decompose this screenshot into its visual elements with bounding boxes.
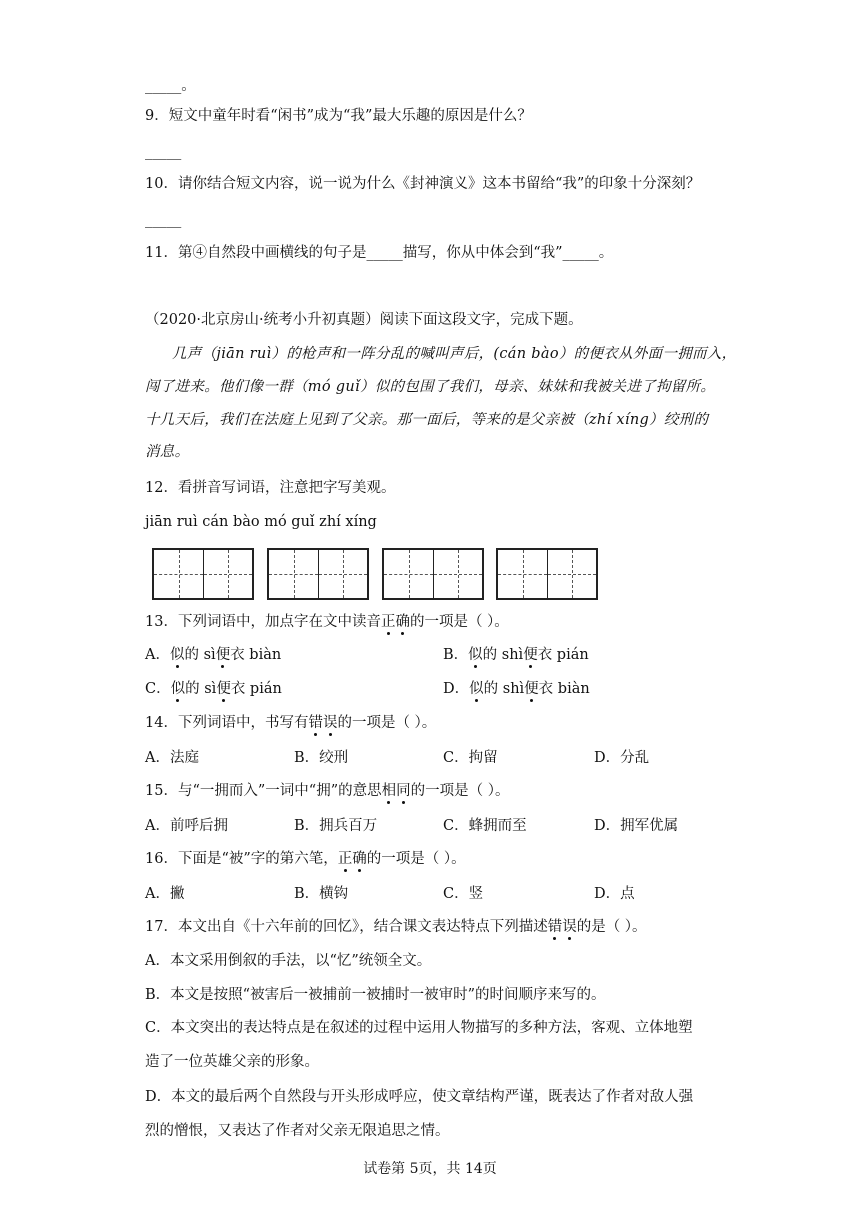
option-d[interactable]: D．点 bbox=[594, 886, 635, 902]
grid-cell[interactable] bbox=[318, 550, 367, 598]
option-c[interactable]: C．竖 bbox=[443, 886, 484, 902]
grid-cell[interactable] bbox=[498, 550, 547, 598]
question-13: 13．下列词语中，加点字在文中读音正确的一项是（ ）。 bbox=[145, 614, 509, 630]
passage-line: 消息。 bbox=[145, 444, 190, 460]
option-b[interactable]: B．横钩 bbox=[294, 886, 349, 902]
question-12: 12．看拼音写词语，注意把字写美观。 bbox=[145, 480, 396, 496]
grid-cell[interactable] bbox=[384, 550, 433, 598]
option-b[interactable]: B．似的 shì便衣 pián bbox=[443, 647, 589, 663]
question-17: 17．本文出自《十六年前的回忆》，结合课文表达特点下列描述错误的是（ ）。 bbox=[145, 919, 647, 935]
option-a[interactable]: A．似的 sì便衣 biàn bbox=[145, 647, 282, 663]
writing-grid[interactable] bbox=[496, 548, 598, 600]
writing-grid[interactable] bbox=[152, 548, 254, 600]
grid-cell[interactable] bbox=[433, 550, 482, 598]
option-a[interactable]: A．前呼后拥 bbox=[145, 818, 228, 834]
option-a[interactable]: A．法庭 bbox=[145, 750, 199, 766]
option-a[interactable]: A．本文采用倒叙的手法，以“忆”统领全文。 bbox=[145, 953, 432, 969]
option-d-continued: 烈的憎恨，又表达了作者对父亲无限追思之情。 bbox=[145, 1123, 450, 1139]
writing-grid[interactable] bbox=[382, 548, 484, 600]
question-10: 10．请你结合短文内容，说一说为什么《封神演义》这本书留给“我”的印象十分深刻？ bbox=[145, 176, 701, 192]
page-footer: 试卷第 5页，共 14页 bbox=[363, 1161, 497, 1177]
option-b[interactable]: B．拥兵百万 bbox=[294, 818, 378, 834]
grid-cell[interactable] bbox=[269, 550, 318, 598]
option-c-continued: 造了一位英雄父亲的形象。 bbox=[145, 1054, 319, 1070]
option-d[interactable]: D．似的 shì便衣 biàn bbox=[443, 681, 590, 697]
question-14: 14．下列词语中，书写有错误的一项是（ ）。 bbox=[145, 715, 437, 731]
option-b[interactable]: B．绞刑 bbox=[294, 750, 349, 766]
question-9: 9．短文中童年时看“闲书”成为“我”最大乐趣的原因是什么？ bbox=[145, 108, 532, 124]
option-c[interactable]: C．蜂拥而至 bbox=[443, 818, 527, 834]
grid-cell[interactable] bbox=[547, 550, 596, 598]
section-intro: （2020·北京房山·统考小升初真题）阅读下面这段文字，完成下题。 bbox=[145, 312, 583, 328]
option-a[interactable]: A．撇 bbox=[145, 886, 185, 902]
pinyin-line: jiān ruì cán bào mó guǐ zhí xíng bbox=[145, 514, 377, 530]
option-d[interactable]: D．本文的最后两个自然段与开头形成呼应，使文章结构严谨，既表达了作者对敌人强 bbox=[145, 1089, 694, 1105]
answer-blank: _____ bbox=[145, 144, 182, 160]
answer-blank: _____ bbox=[145, 212, 182, 228]
option-c[interactable]: C．本文突出的表达特点是在叙述的过程中运用人物描写的多种方法，客观、立体地塑 bbox=[145, 1020, 693, 1036]
passage-line: 十几天后，我们在法庭上见到了父亲。那一面后，等来的是父亲被（zhí xíng）绞刑的 bbox=[145, 412, 709, 428]
option-d[interactable]: D．分乱 bbox=[594, 750, 650, 766]
question-11: 11．第④自然段中画横线的句子是_____描写，你从中体会到“我”_____。 bbox=[145, 245, 614, 261]
option-d[interactable]: D．拥军优属 bbox=[594, 818, 679, 834]
question-15: 15．与“一拥而入”一词中“拥”的意思相同的一项是（ ）。 bbox=[145, 783, 510, 799]
option-c[interactable]: C．拘留 bbox=[443, 750, 498, 766]
passage-line: 闯了进来。他们像一群（mó guǐ）似的包围了我们，母亲、妹妹和我被关进了拘留所。 bbox=[145, 379, 716, 395]
writing-grid[interactable] bbox=[267, 548, 369, 600]
answer-blank: _____。 bbox=[145, 78, 196, 94]
grid-cell[interactable] bbox=[154, 550, 203, 598]
option-b[interactable]: B．本文是按照“被害后一被捕前一被捕时一被审时”的时间顺序来写的。 bbox=[145, 987, 606, 1003]
question-16: 16．下面是“被”字的第六笔，正确的一项是（ ）。 bbox=[145, 851, 466, 867]
passage-line: 几声（jiān ruì）的枪声和一阵分乱的喊叫声后，(cán bào）的便衣从外面一拥而入， bbox=[172, 346, 737, 362]
option-c[interactable]: C．似的 sì便衣 pián bbox=[145, 681, 282, 697]
grid-cell[interactable] bbox=[203, 550, 252, 598]
